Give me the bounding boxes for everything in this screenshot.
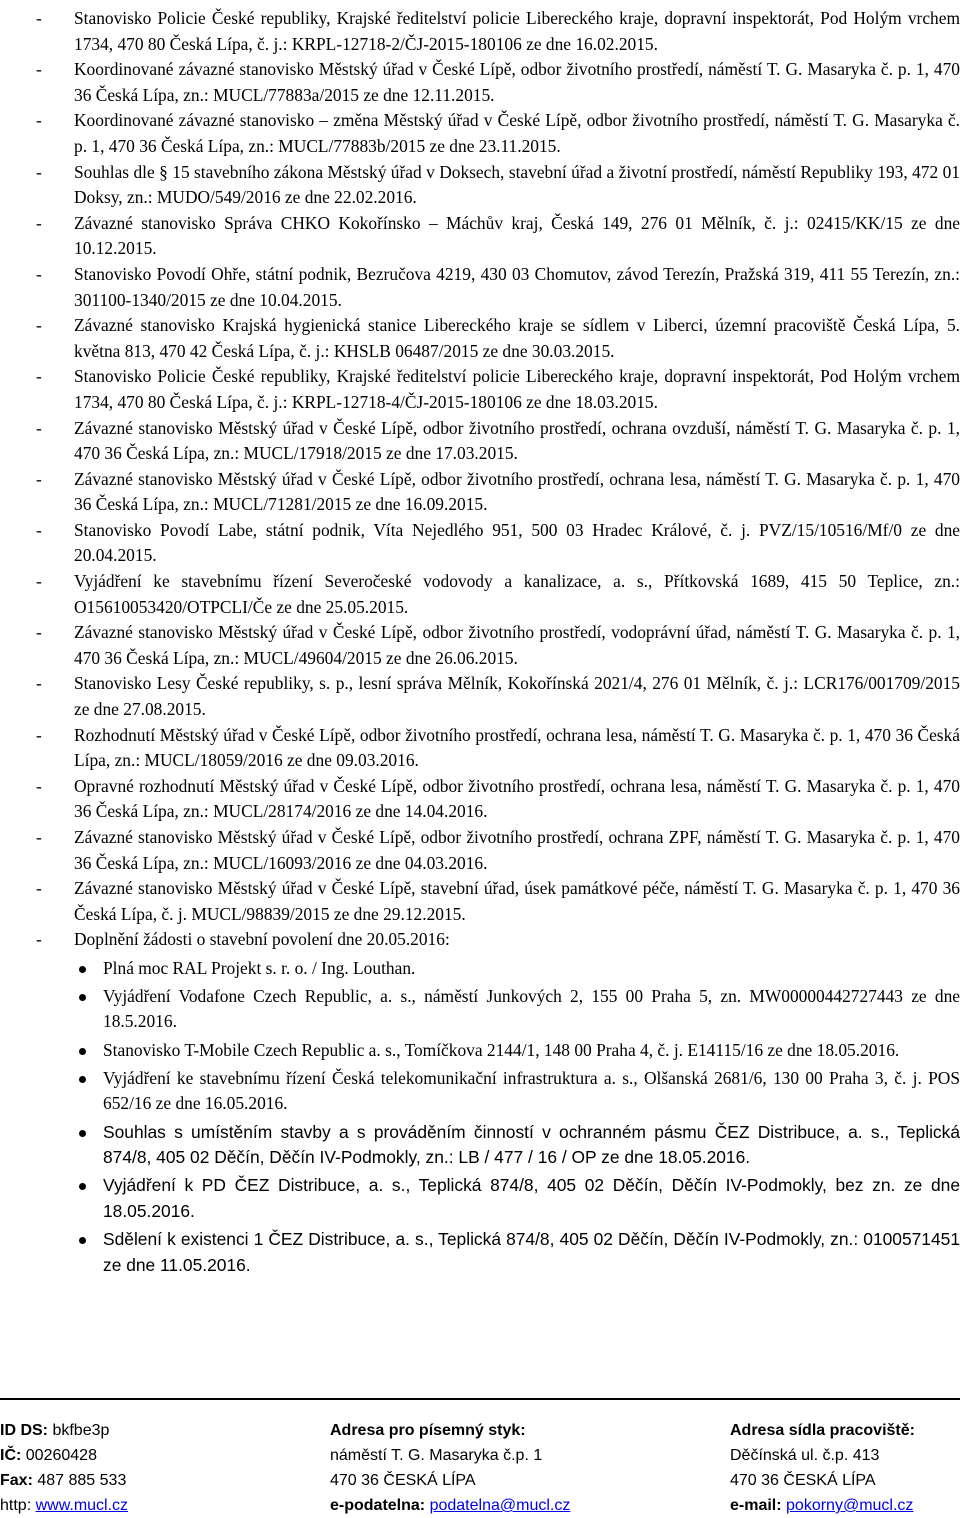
list-item: - Vyjádření ke stavebnímu řízení Severočeské vodovody a kanalizace, a. s., Přítkovská 1689, 415 50 Teplice, zn.: O15610053420/OTPCLI/Če ze dne 25.05.2015. bbox=[36, 571, 960, 617]
dash-marker: - bbox=[36, 315, 42, 336]
bullet-item: Sdělení k existenci 1 ČEZ Distribuce, a. s., Teplická 874/8, 405 02 Děčín, Děčín IV-Podmokly, zn.: 0100571451 ze dne 11.05.2016. bbox=[36, 1227, 960, 1278]
bullet-icon bbox=[79, 1048, 86, 1055]
data-box-id: bkfbe3p bbox=[52, 1422, 110, 1439]
dash-marker: - bbox=[36, 468, 42, 489]
e-podatelna-link[interactable]: podatelna@mucl.cz bbox=[429, 1497, 571, 1514]
list-item: - Rozhodnutí Městský úřad v České Lípě, odbor životního prostředí, ochrana lesa, náměstí T. G. Masaryka č. p. 1, 470 36 Česká Lípa, zn.: MUCL/18059/2016 ze dne 09.03.2016. bbox=[36, 724, 960, 771]
list-item: - Stanovisko Policie České republiky, Krajské ředitelství policie Libereckého kraje, dopravní inspektorát, Pod Holým vrchem 1734, 470 80 Česká Lípa, č. j.: KRPL-12718-2/ČJ-2015-180106 ze dne 16.02.2015. bbox=[36, 8, 960, 54]
bullet-item: Plná moc RAL Projekt s. r. o. / Ing. Louthan. bbox=[36, 956, 960, 982]
dash-marker: - bbox=[36, 622, 42, 643]
dash-marker: - bbox=[36, 8, 42, 28]
bullet-icon bbox=[79, 1076, 86, 1083]
office-city: 470 36 ČESKÁ LÍPA bbox=[730, 1472, 876, 1489]
document-body bbox=[36, 6, 960, 1278]
dash-marker: - bbox=[36, 571, 42, 592]
bullet-item: Stanovisko T-Mobile Czech Republic a. s., Tomíčkova 2144/1, 148 00 Praha 4, č. j. E14115/16 ze dne 18.05.2016. bbox=[36, 1038, 960, 1064]
supplement-heading: - Doplnění žádosti o stavební povolení dne 20.05.2016: bbox=[36, 929, 450, 950]
footer-office-column: Adresa sídla pracoviště: Děčínská ul. č.p. 413 470 36 ČESKÁ LÍPA e-mail: pokorny@mucl.cz bbox=[730, 1422, 915, 1514]
dash-marker: - bbox=[36, 724, 42, 745]
list-item: - Souhlas dle § 15 stavebního zákona Městský úřad v Doksech, stavební úřad a životní prostředí, náměstí Republiky 193, 472 01 Doksy, zn.: MUDO/549/2016 ze dne 22.02.2016. bbox=[36, 161, 960, 208]
bullet-item: Vyjádření k PD ČEZ Distribuce, a. s., Teplická 874/8, 405 02 Děčín, Děčín IV-Podmokly, bez zn. ze dne 18.05.2016. bbox=[36, 1173, 960, 1224]
footer-contact-column: ID DS: bkfbe3p IČ: 00260428 Fax: 487 885 533 http: www.mucl.cz bbox=[0, 1422, 129, 1514]
dash-marker: - bbox=[36, 827, 42, 847]
dash-marker: - bbox=[36, 519, 42, 540]
office-heading: Adresa sídla pracoviště: bbox=[730, 1422, 915, 1439]
list-item: - Závazné stanovisko Krajská hygienická stanice Libereckého kraje se sídlem v Liberci, územní pracoviště Česká Lípa, 5. května 813, 470 42 Česká Lípa, č. j.: KHSLB 06487/2015 ze dne 30.03.2015. bbox=[36, 315, 960, 361]
bullet-item: Souhlas s umístěním stavby a s prováděním činností v ochranném pásmu ČEZ Distribuce, a. s., Teplická 874/8, 405 02 Děčín, Děčín IV-Podmokly, zn.: LB / 477 / 16 / OP ze dne 18.05.2016. bbox=[36, 1120, 960, 1171]
list-item: - Závazné stanovisko Městský úřad v České Lípě, odbor životního prostředí, vodoprávní úřad, náměstí T. G. Masaryka č. p. 1, 470 36 Česká Lípa, zn.: MUCL/49604/2015 ze dne 26.06.2015. bbox=[36, 622, 960, 668]
list-item: - Stanovisko Povodí Ohře, státní podnik, Bezručova 4219, 430 03 Chomutov, závod Terezín, Pražská 319, 411 55 Terezín, zn.: 301100-1340/2015 ze dne 10.04.2015. bbox=[36, 263, 960, 310]
bullet-item: Vyjádření ke stavebnímu řízení Česká telekomunikační infrastruktura a. s., Olšanská 2681/6, 130 00 Praha 3, č. j. POS 652/16 ze dne 16.05.2016. bbox=[36, 1066, 960, 1117]
dash-marker: - bbox=[36, 110, 42, 131]
email-link[interactable]: pokorny@mucl.cz bbox=[786, 1497, 914, 1514]
list-item: - Stanovisko Lesy České republiky, s. p., lesní správa Mělník, Kokořínská 2021/4, 276 01 Mělník, č. j.: LCR176/001709/2015 ze dne 27.08.2015. bbox=[36, 673, 960, 720]
bullet-icon bbox=[79, 1237, 86, 1244]
website-link[interactable]: www.mucl.cz bbox=[35, 1497, 129, 1514]
dash-marker: - bbox=[36, 417, 42, 438]
fax-number: 487 885 533 bbox=[37, 1472, 127, 1489]
postal-city: 470 36 ČESKÁ LÍPA bbox=[330, 1472, 476, 1489]
list-item: - Závazné stanovisko Městský úřad v České Lípě, odbor životního prostředí, ochrana ZPF, náměstí T. G. Masaryka č. p. 1, 470 36 Česká Lípa, zn.: MUCL/16093/2016 ze dne 04.03.2016. bbox=[36, 827, 960, 873]
bullet-item: Vyjádření Vodafone Czech Republic, a. s., náměstí Junkových 2, 155 00 Praha 5, zn. MW00000442727443 ze dne 18.5.2016. bbox=[36, 984, 960, 1035]
bullet-icon bbox=[79, 1183, 86, 1190]
dash-marker: - bbox=[36, 673, 42, 694]
dash-marker: - bbox=[36, 212, 42, 233]
dash-marker: - bbox=[36, 366, 42, 387]
list-item: - Závazné stanovisko Městský úřad v České Lípě, stavební úřad, úsek památkové péče, náměstí T. G. Masaryka č. p. 1, 470 36 Česká Lípa, č. j. MUCL/98839/2015 ze dne 29.12.2015. bbox=[36, 878, 960, 924]
company-id: 00260428 bbox=[25, 1447, 97, 1464]
page-footer bbox=[0, 1394, 960, 1516]
list-item: - Závazné stanovisko Městský úřad v České Lípě, odbor životního prostředí, ochrana ovzduší, náměstí T. G. Masaryka č. p. 1, 470 36 Česká Lípa, zn.: MUCL/17918/2015 ze dne 17.03.2015. bbox=[36, 417, 960, 464]
dash-marker: - bbox=[36, 59, 42, 80]
list-item: - Koordinované závazné stanovisko Městský úřad v České Lípě, odbor životního prostředí, náměstí T. G. Masaryka č. p. 1, 470 36 Česká Lípa, zn.: MUCL/77883a/2015 ze dne 12.11.2015. bbox=[36, 59, 960, 105]
list-item: - Závazné stanovisko Městský úřad v České Lípě, odbor životního prostředí, ochrana lesa, náměstí T. G. Masaryka č. p. 1, 470 36 Česká Lípa, zn.: MUCL/71281/2015 ze dne 16.09.2015. bbox=[36, 468, 960, 515]
dash-marker: - bbox=[36, 775, 42, 796]
dash-marker: - bbox=[36, 878, 42, 899]
bullet-icon bbox=[79, 1130, 86, 1137]
list-item: - Opravné rozhodnutí Městský úřad v České Lípě, odbor životního prostředí, ochrana lesa, náměstí T. G. Masaryka č. p. 1, 470 36 Česká Lípa, zn.: MUCL/28174/2016 ze dne 14.04.2016. bbox=[36, 775, 960, 822]
footer-postal-column: Adresa pro písemný styk: náměstí T. G. Masaryka č.p. 1 470 36 ČESKÁ LÍPA e-podatelna: podatelna@mucl.cz bbox=[330, 1422, 571, 1514]
list-item: - Závazné stanovisko Správa CHKO Kokořínsko – Máchův kraj, Česká 149, 276 01 Mělník, č. j.: 02415/KK/15 ze dne 10.12.2015. bbox=[36, 212, 960, 259]
list-item: - Stanovisko Povodí Labe, státní podnik, Víta Nejedlého 951, 500 03 Hradec Králové, č. j. PVZ/15/10516/Mf/0 ze dne 20.04.2015. bbox=[36, 519, 960, 566]
supplement-list bbox=[36, 956, 960, 1279]
postal-street: náměstí T. G. Masaryka č.p. 1 bbox=[330, 1447, 543, 1464]
dash-marker: - bbox=[36, 161, 42, 182]
postal-heading: Adresa pro písemný styk: bbox=[330, 1422, 526, 1439]
office-street: Děčínská ul. č.p. 413 bbox=[730, 1447, 880, 1464]
list-item: - Stanovisko Policie České republiky, Krajské ředitelství policie Libereckého kraje, dopravní inspektorát, Pod Holým vrchem 1734, 470 80 Česká Lípa, č. j.: KRPL-12718-4/ČJ-2015-180106 ze dne 18.03.2015. bbox=[36, 366, 960, 412]
footer-divider bbox=[0, 1398, 960, 1400]
bullet-icon bbox=[79, 994, 86, 1001]
bullet-icon bbox=[79, 966, 86, 973]
dash-marker: - bbox=[36, 263, 42, 284]
list-item: - Koordinované závazné stanovisko – změna Městský úřad v České Lípě, odbor životního prostředí, náměstí T. G. Masaryka č. p. 1, 470 36 Česká Lípa, zn.: MUCL/77883b/2015 ze dne 23.11.2015. bbox=[36, 110, 960, 156]
approvals-list bbox=[36, 6, 960, 927]
